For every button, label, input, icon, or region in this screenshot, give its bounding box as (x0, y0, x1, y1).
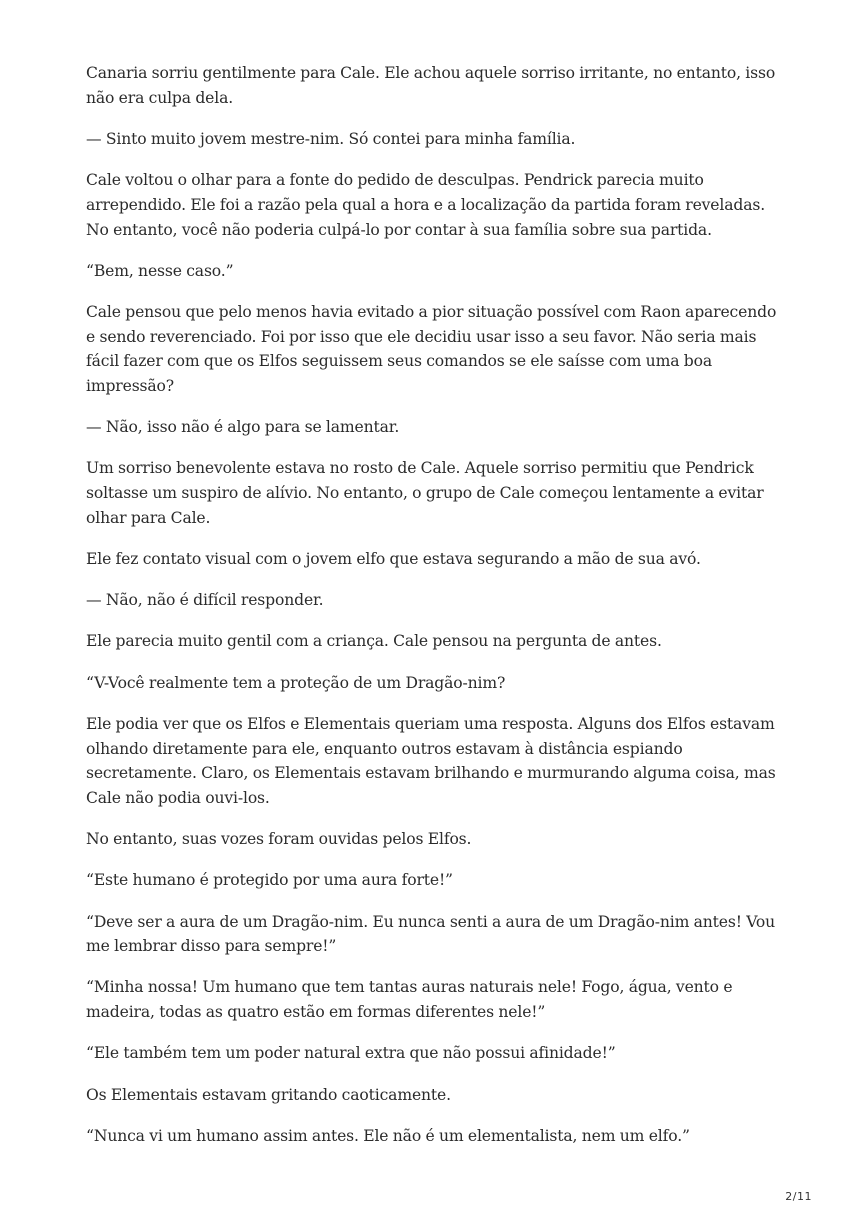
paragraph: — Não, não é difícil responder. (86, 591, 324, 610)
paragraph: “Nunca vi um humano assim antes. Ele não é um elementalista, nem um elfo.” (86, 1126, 690, 1145)
page-number: 2/11 (785, 1190, 812, 1203)
paragraph: — Não, isso não é algo para se lamentar. (86, 418, 400, 437)
paragraph: Os Elementais estavam gritando caoticamente. (86, 1085, 451, 1104)
paragraph: Ele parecia muito gentil com a criança. Cale pensou na pergunta de antes. (86, 632, 662, 651)
paragraph: Canaria sorriu gentilmente para Cale. Ele achou aquele sorriso irritante, no entanto, isso não era culpa dela. (86, 64, 776, 107)
paragraph: “Ele também tem um poder natural extra que não possui afinidade!” (86, 1044, 616, 1063)
paragraph: Ele fez contato visual com o jovem elfo que estava segurando a mão de sua avó. (86, 550, 701, 569)
paragraph: Cale pensou que pelo menos havia evitado a pior situação possível com Raon aparecendo e sendo reverenciado. Foi por isso que ele decidiu usar isso a seu favor. Não seria mais fácil fazer com que os Elfos seguissem seus comandos se ele saísse com uma boa impressão? (86, 302, 777, 396)
paragraph: Ele podia ver que os Elfos e Elementais queriam uma resposta. Alguns dos Elfos estavam olhando diretamente para ele, enquanto outros estavam à distância espiando secretamente. Claro, os Elementais estavam brilhando e murmurando alguma coisa, mas Cale não podia ouvi-los. (86, 714, 776, 807)
paragraph: — Sinto muito jovem mestre-nim. Só contei para minha família. (86, 129, 576, 148)
paragraph: Um sorriso benevolente estava no rosto de Cale. Aquele sorriso permitiu que Pendrick soltasse um suspiro de alívio. No entanto, o grupo de Cale começou lentamente a evitar olhar para Cale. (86, 459, 764, 527)
paragraph: Cale voltou o olhar para a fonte do pedido de desculpas. Pendrick parecia muito arrependido. Ele foi a razão pela qual a hora e a localização da partida foram reveladas. No entanto, você não poderia culpá-lo por contar à sua família sobre sua partida. (86, 171, 766, 239)
page-content (86, 61, 786, 1165)
paragraph: “Minha nossa! Um humano que tem tantas auras naturais nele! Fogo, água, vento e madeira, todas as quatro estão em formas diferentes nele!” (86, 978, 733, 1022)
paragraph: “V-Você realmente tem a proteção de um Dragão-nim? (86, 673, 506, 692)
paragraph: No entanto, suas vozes foram ouvidas pelos Elfos. (86, 830, 472, 849)
paragraph: “Bem, nesse caso.” (86, 261, 234, 280)
paragraph: “Este humano é protegido por uma aura forte!” (86, 871, 453, 890)
paragraph: “Deve ser a aura de um Dragão-nim. Eu nunca senti a aura de um Dragão-nim antes! Vou me lembrar disso para sempre!” (86, 912, 776, 956)
